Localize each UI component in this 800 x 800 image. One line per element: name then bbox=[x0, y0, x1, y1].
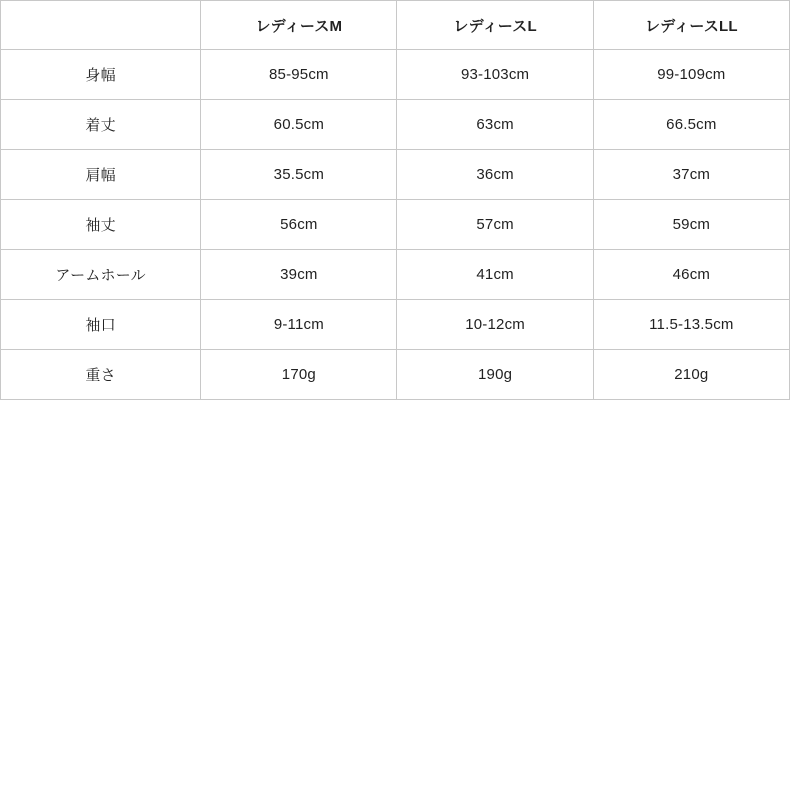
row-label-armhole: アームホール bbox=[1, 250, 201, 300]
table-row bbox=[1, 300, 790, 350]
cell-sleeve-length-m: 56cm bbox=[201, 200, 397, 250]
cell-weight-ll: 210g bbox=[593, 350, 789, 400]
table-row bbox=[1, 100, 790, 150]
column-header-ladies-m: レディースM bbox=[201, 1, 397, 50]
row-label-weight: 重さ bbox=[1, 350, 201, 400]
cell-cuff-ll: 11.5-13.5cm bbox=[593, 300, 789, 350]
size-chart-table bbox=[0, 0, 790, 400]
cell-cuff-m: 9-11cm bbox=[201, 300, 397, 350]
table-row bbox=[1, 50, 790, 100]
cell-cuff-l: 10-12cm bbox=[397, 300, 593, 350]
cell-length-m: 60.5cm bbox=[201, 100, 397, 150]
table-header-row bbox=[1, 1, 790, 50]
table-row bbox=[1, 250, 790, 300]
table-row bbox=[1, 200, 790, 250]
cell-body-width-ll: 99-109cm bbox=[593, 50, 789, 100]
column-header-ladies-l: レディースL bbox=[397, 1, 593, 50]
table-body bbox=[1, 50, 790, 400]
cell-length-l: 63cm bbox=[397, 100, 593, 150]
row-label-shoulder-width: 肩幅 bbox=[1, 150, 201, 200]
row-label-length: 着丈 bbox=[1, 100, 201, 150]
cell-shoulder-width-l: 36cm bbox=[397, 150, 593, 200]
cell-length-ll: 66.5cm bbox=[593, 100, 789, 150]
column-header-ladies-ll: レディースLL bbox=[593, 1, 789, 50]
cell-sleeve-length-l: 57cm bbox=[397, 200, 593, 250]
cell-weight-m: 170g bbox=[201, 350, 397, 400]
cell-weight-l: 190g bbox=[397, 350, 593, 400]
row-label-body-width: 身幅 bbox=[1, 50, 201, 100]
table-row bbox=[1, 150, 790, 200]
row-label-cuff: 袖口 bbox=[1, 300, 201, 350]
cell-shoulder-width-ll: 37cm bbox=[593, 150, 789, 200]
table-corner-cell bbox=[1, 1, 201, 50]
table-row bbox=[1, 350, 790, 400]
cell-armhole-m: 39cm bbox=[201, 250, 397, 300]
cell-sleeve-length-ll: 59cm bbox=[593, 200, 789, 250]
row-label-sleeve-length: 袖丈 bbox=[1, 200, 201, 250]
table-header bbox=[1, 1, 790, 50]
cell-shoulder-width-m: 35.5cm bbox=[201, 150, 397, 200]
cell-body-width-l: 93-103cm bbox=[397, 50, 593, 100]
cell-armhole-l: 41cm bbox=[397, 250, 593, 300]
cell-armhole-ll: 46cm bbox=[593, 250, 789, 300]
cell-body-width-m: 85-95cm bbox=[201, 50, 397, 100]
